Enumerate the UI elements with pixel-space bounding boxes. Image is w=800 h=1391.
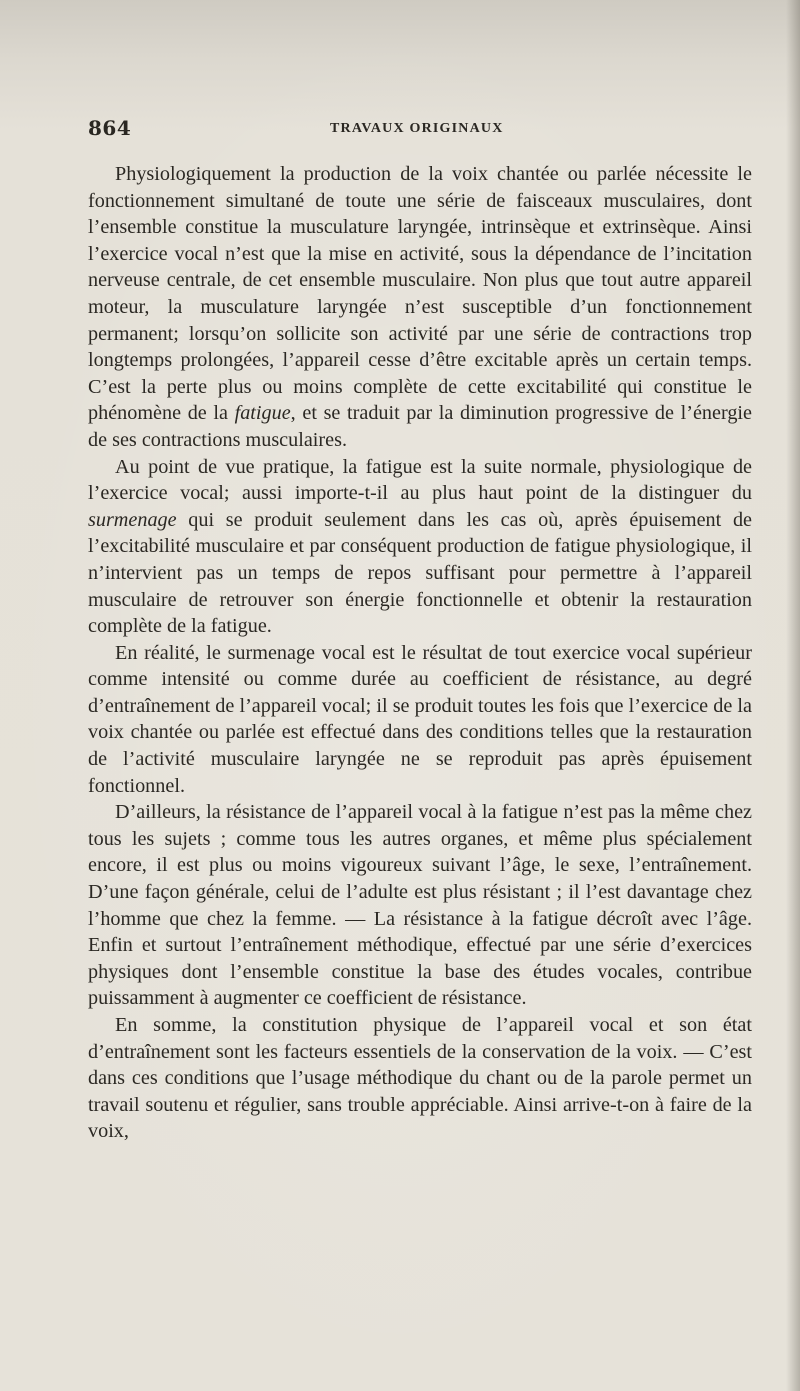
paragraph-text: Physiologiquement la production de la voix chantée ou parlée nécessite le fonctionnement simultané de toute une série de faisceaux musculaires, dont l’ensemble constitue la musculature laryngée, intrinsèque et extrinsèque. Ainsi l’exercice vocal n’est que la mise en activité, sous la dépendance de l’incitation nerveuse centrale, de cet ensemble musculaire. Non plus que tout autre appareil moteur, la musculature laryngée n’est susceptible d’un fonctionnement permanent; lorsqu’on sollicite son activité par une série de contractions trop longtemps prolongées, l’appareil cesse d’être excitable après un certain temps. C’est la perte plus ou moins complète de cette excitabilité qui constitue le phénomène de la bbox=[88, 163, 752, 425]
emphasis-surmenage: surmenage bbox=[88, 508, 177, 531]
paragraph-text: D’ailleurs, la résistance de l’appareil vocal à la fatigue n’est pas la même chez tous les sujets ; comme tous les autres organes, et même plus spécialement encore, il est plus ou moins vigoureux suivant l’âge, le sexe, l’entraînement. D’une façon générale, celui de l’adulte est plus résistant ; il l’est davantage chez l’homme que chez la femme. — La résistance à la fatigue décroît avec l’âge. Enfin et surtout l’entraînement méthodique, effectué par une série d’exercices physiques dont l’ensemble constitue la base des études vocales, contribue puissamment à augmenter ce coefficient de résistance. bbox=[88, 801, 752, 1010]
paragraph-3 bbox=[88, 640, 752, 800]
paragraph-5 bbox=[88, 1012, 752, 1145]
page-number: 864 bbox=[88, 116, 132, 140]
running-title: TRAVAUX ORIGINAUX bbox=[330, 121, 504, 136]
paragraph-text: qui se produit seulement dans les cas où, après épuisement de l’excitabilité musculaire et par conséquent production de fatigue physiologique, il n’intervient pas un temps de repos suffisant pour permettre à l’appareil musculaire de retrouver son énergie fonctionnelle et obtenir la restauration complète de la fatigue. bbox=[88, 508, 752, 638]
paragraph-1 bbox=[88, 161, 752, 454]
emphasis-fatigue: fatigue bbox=[234, 402, 291, 425]
paragraph-text: En réalité, le surmenage vocal est le résultat de tout exercice vocal supérieur comme intensité ou comme durée au coefficient de résistance, au degré d’entraînement de l’appareil vocal; il se produit toutes les fois que l’exercice de la voix chantée ou parlée est effectué dans des conditions telles que la restauration de l’activité musculaire laryngée ne se reproduit pas après épuisement fonctionnel. bbox=[88, 641, 752, 797]
paragraph-2 bbox=[88, 454, 752, 640]
paragraph-text: , et se traduit par la diminution progressive de l’énergie de ses contractions musculaires. bbox=[88, 402, 752, 451]
paragraph-text: Au point de vue pratique, la fatigue est la suite normale, physiologique de l’exercice vocal; aussi importe-t-il au plus haut point de la distinguer du bbox=[88, 455, 752, 505]
body-text bbox=[88, 161, 752, 1145]
paragraph-4 bbox=[88, 799, 752, 1012]
paragraph-text: En somme, la constitution physique de l’appareil vocal et son état d’entraînement sont les facteurs essentiels de la conservation de la voix. — C’est dans ces conditions que l’usage méthodique du chant ou de la parole permet un travail soutenu et régulier, sans trouble appréciable. Ainsi arrive-t-on à faire de la voix, bbox=[88, 1014, 752, 1143]
page-edge-shadow bbox=[786, 0, 800, 1391]
page-header bbox=[88, 116, 756, 146]
